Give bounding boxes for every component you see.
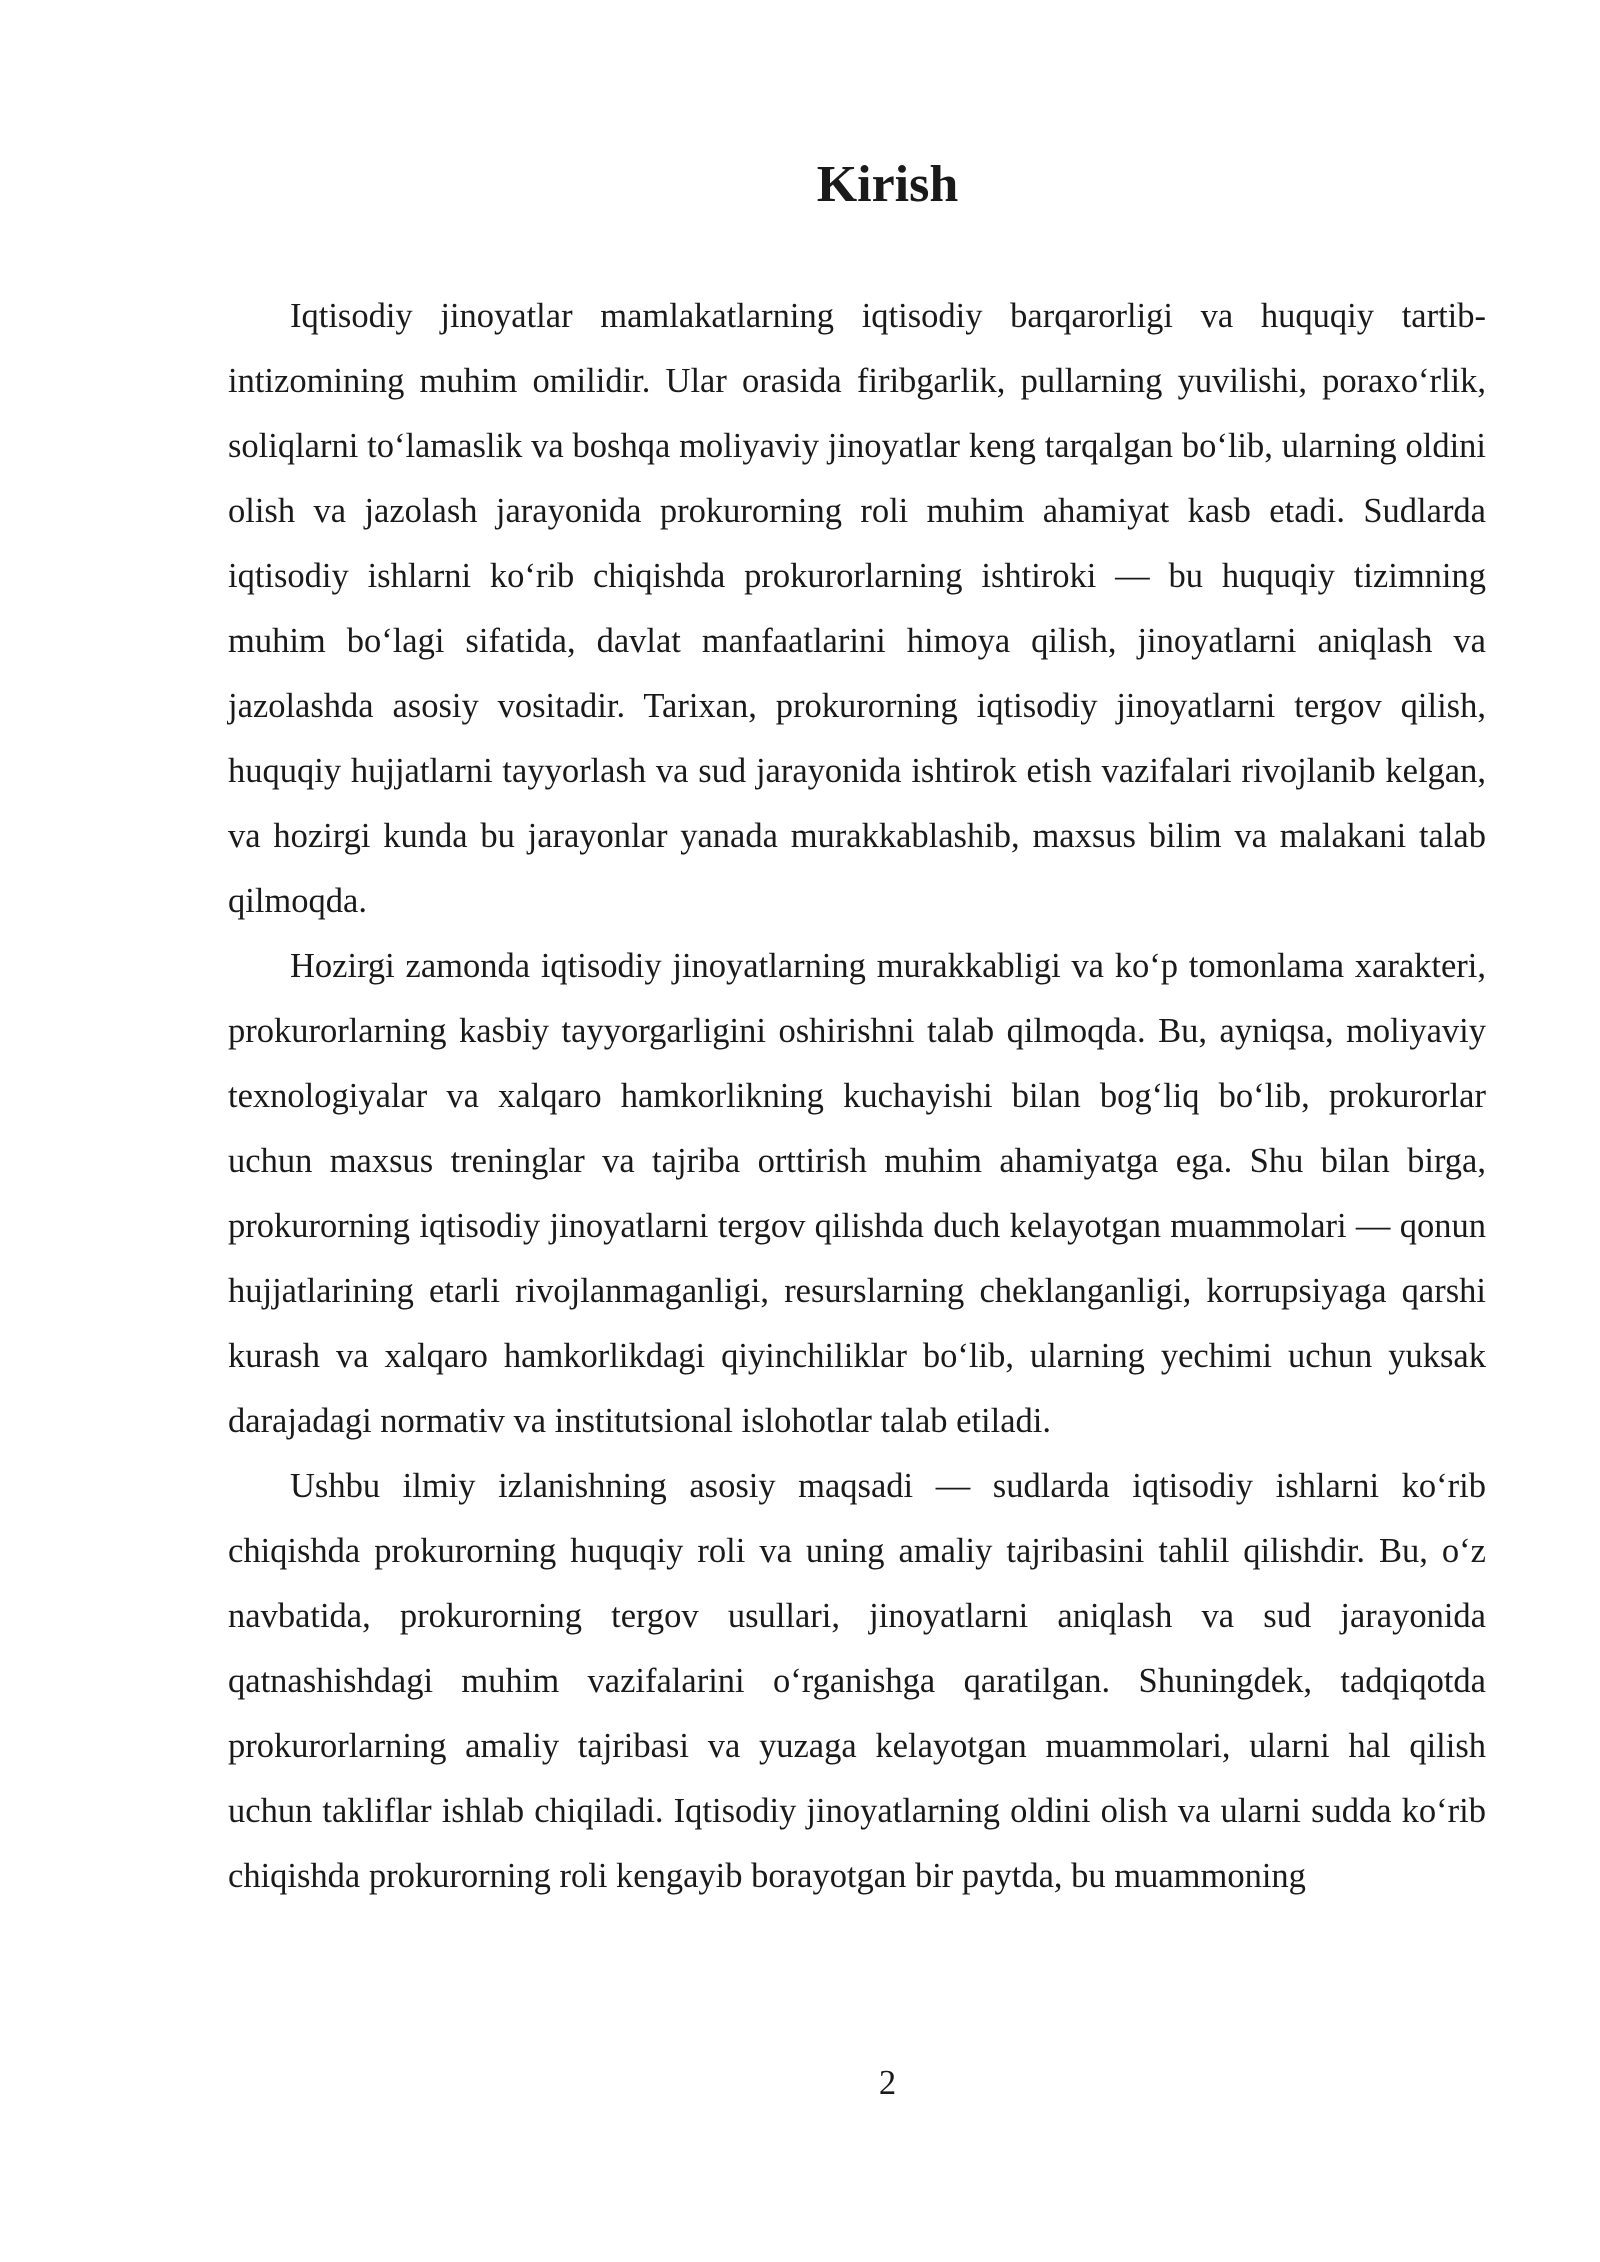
paragraph-1: Iqtisodiy jinoyatlar mamlakatlarning iqtisodiy barqarorligi va huquqiy tartib-intizomining muhim omilidir. Ular orasida firibgarlik, pullarning yuvilishi, poraxo‘rlik, soliqlarni to‘lamaslik va boshqa moliyaviy jinoyatlar keng tarqalgan bo‘lib, ularning oldini olish va jazolash jarayonida prokurorning roli muhim ahamiyat kasb etadi. Sudlarda iqtisodiy ishlarni ko‘rib chiqishda prokurorlarning ishtiroki — bu huquqiy tizimning muhim bo‘lagi sifatida, davlat manfaatlarini himoya qilish, jinoyatlarni aniqlash va jazolashda asosiy vositadir. Tarixan, prokurorning iqtisodiy jinoyatlarni tergov qilish, huquqiy hujjatlarni tayyorlash va sud jarayonida ishtirok etish vazifalari rivojlanib kelgan, va hozirgi kunda bu jarayonlar yanada murakkablashib, maxsus bilim va malakani talab qilmoqda.	[228, 297, 1486, 920]
page-title: Kirish	[816, 156, 959, 213]
page-number: 2	[878, 2064, 897, 2102]
body-text	[228, 284, 1486, 1909]
paragraph-2: Hozirgi zamonda iqtisodiy jinoyatlarning murakkabligi va ko‘p tomonlama xarakteri, prokurorlarning kasbiy tayyorgarligini oshirishni talab qilmoqda. Bu, ayniqsa, moliyaviy texnologiyalar va xalqaro hamkorlikning kuchayishi bilan bog‘liq bo‘lib, prokurorlar uchun maxsus treninglar va tajriba orttirish muhim ahamiyatga ega. Shu bilan birga, prokurorning iqtisodiy jinoyatlarni tergov qilishda duch kelayotgan muammolari — qonun hujjatlarining etarli rivojlanmaganligi, resurslarning cheklanganligi, korrupsiyaga qarshi kurash va xalqaro hamkorlikdagi qiyinchiliklar bo‘lib, ularning yechimi uchun yuksak darajadagi normativ va institutsional islohotlar talab etiladi.	[228, 947, 1486, 1440]
paragraph-3: Ushbu ilmiy izlanishning asosiy maqsadi — sudlarda iqtisodiy ishlarni ko‘rib chiqishda prokurorning huquqiy roli va uning amaliy tajribasini tahlil qilishdir. Bu, o‘z navbatida, prokurorning tergov usullari, jinoyatlarni aniqlash va sud jarayonida qatnashishdagi muhim vazifalarini o‘rganishga qaratilgan. Shuningdek, tadqiqotda prokurorlarning amaliy tajribasi va yuzaga kelayotgan muammolari, ularni hal qilish uchun takliflar ishlab chiqiladi. Iqtisodiy jinoyatlarning oldini olish va ularni sudda ko‘rib chiqishda prokurorning roli kengayib borayotgan bir paytda, bu muammoning	[228, 1467, 1486, 1895]
